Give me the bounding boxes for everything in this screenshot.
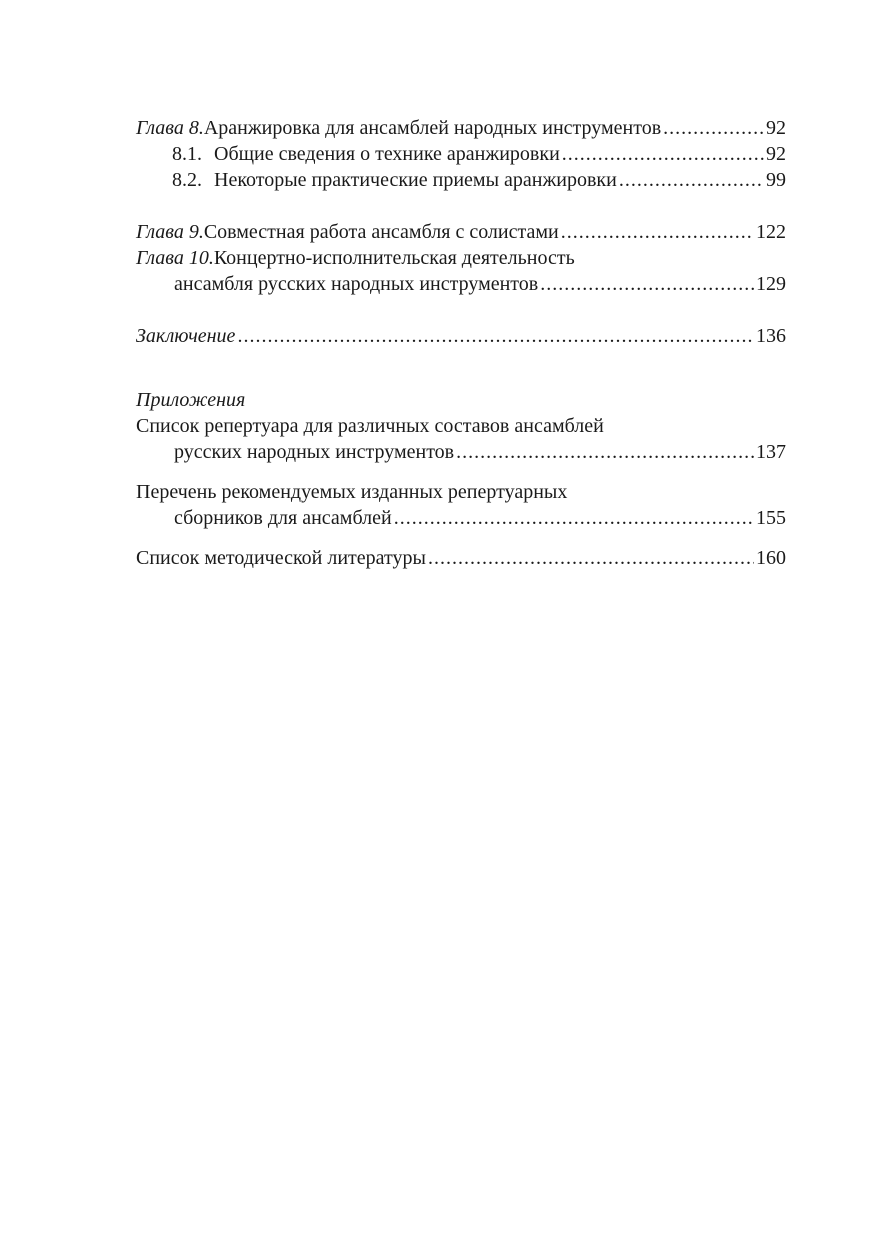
toc-entry-section-8-2[interactable] <box>136 167 786 193</box>
chapter-prefix: Глава 10. <box>136 247 214 269</box>
page-number: 160 <box>756 547 786 569</box>
toc-entry-chapter-10-line-1[interactable] <box>136 245 786 271</box>
toc-entry-chapter-10-line-2[interactable] <box>136 271 786 297</box>
section-number: 8.1. <box>172 143 202 165</box>
dot-leader <box>540 271 754 297</box>
appendix-title-continued: русских народных инструментов <box>174 441 455 463</box>
toc-entry-appendix-2-line-2[interactable] <box>136 505 786 531</box>
appendices-heading <box>136 387 786 413</box>
toc-entry-chapter-9[interactable] <box>136 219 786 245</box>
dot-leader <box>428 545 754 571</box>
chapter-title: Аранжировка для ансамблей народных инструментов <box>203 117 662 139</box>
chapter-prefix: Глава 8. <box>136 117 204 139</box>
appendix-title: Перечень рекомендуемых изданных репертуарных <box>136 481 568 503</box>
dot-leader <box>561 219 754 245</box>
dot-leader <box>562 141 764 167</box>
appendix-title-continued: сборников для ансамблей <box>174 507 392 529</box>
spacer <box>136 349 786 387</box>
spacer <box>136 465 786 479</box>
dot-leader <box>663 115 764 141</box>
toc-entry-appendix-1-line-1[interactable] <box>136 413 786 439</box>
toc-entry-section-8-1[interactable] <box>136 141 786 167</box>
dot-leader <box>456 439 754 465</box>
dot-leader <box>237 323 754 349</box>
appendix-title: Список репертуара для различных составов ансамблей <box>136 415 604 437</box>
page-number: 92 <box>766 117 786 139</box>
appendix-title: Список методической литературы <box>136 547 426 569</box>
section-title: Общие сведения о технике аранжировки <box>214 143 560 165</box>
dot-leader <box>394 505 754 531</box>
spacer <box>136 531 786 545</box>
page-number: 122 <box>756 221 786 243</box>
chapter-title: Совместная работа ансамбля с солистами <box>203 221 559 243</box>
dot-leader <box>619 167 764 193</box>
section-number: 8.2. <box>172 169 202 191</box>
toc-entry-appendix-3[interactable] <box>136 545 786 571</box>
section-title: Некоторые практические приемы аранжировки <box>214 169 617 191</box>
toc-entry-chapter-8[interactable] <box>136 115 786 141</box>
page-number: 92 <box>766 143 786 165</box>
page-number: 129 <box>756 273 786 295</box>
table-of-contents <box>136 115 786 571</box>
chapter-prefix: Глава 9. <box>136 221 204 243</box>
page-number: 136 <box>756 325 786 347</box>
page-number: 137 <box>756 441 786 463</box>
page-number: 99 <box>766 169 786 191</box>
toc-entry-conclusion[interactable] <box>136 323 786 349</box>
spacer <box>136 297 786 323</box>
chapter-title: Концертно-исполнительская деятельность <box>213 247 575 269</box>
page-number: 155 <box>756 507 786 529</box>
conclusion-title: Заключение <box>136 325 236 347</box>
appendices-heading-text: Приложения <box>136 389 246 411</box>
toc-entry-appendix-2-line-1[interactable] <box>136 479 786 505</box>
toc-entry-appendix-1-line-2[interactable] <box>136 439 786 465</box>
chapter-title-continued: ансамбля русских народных инструментов <box>174 273 539 295</box>
spacer <box>136 193 786 219</box>
